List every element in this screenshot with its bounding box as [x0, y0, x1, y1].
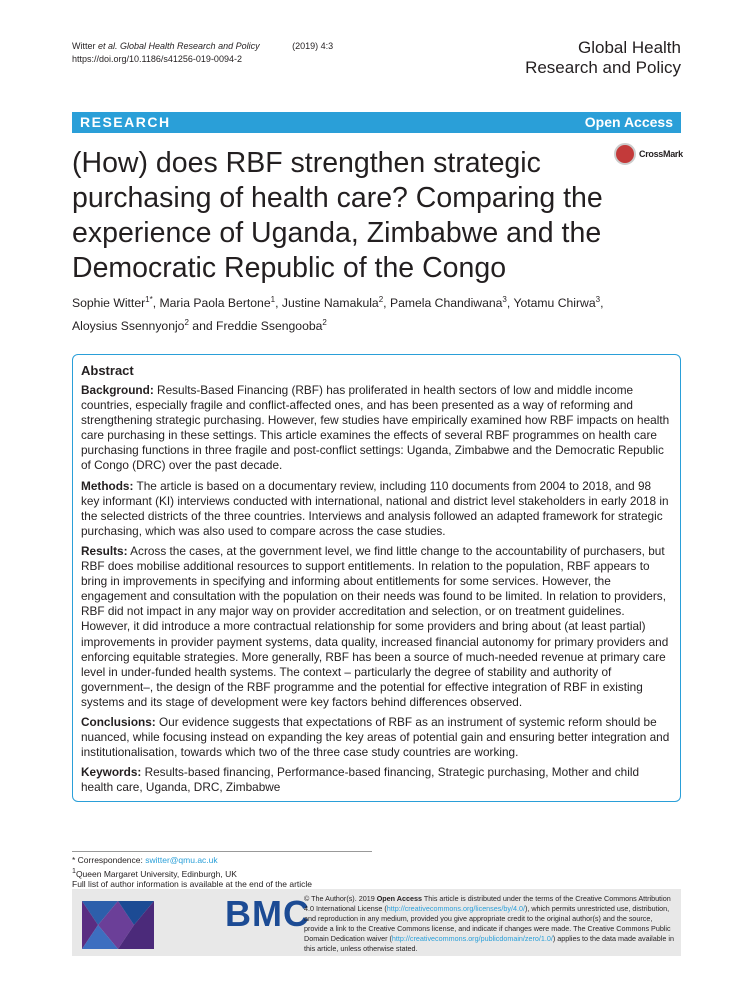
- citation: [72, 40, 333, 66]
- license-text: [304, 894, 676, 954]
- journal-name-line1: Global Health: [577, 38, 681, 57]
- license-part1: This article is distributed under the terms of the Creative Commons Attribution 4.0 International License (: [304, 894, 671, 913]
- abstract-keywords: [81, 765, 672, 795]
- crossmark-label: CrossMark: [639, 149, 683, 159]
- license-link-by[interactable]: http://creativecommons.org/licenses/by/4.0/: [386, 904, 525, 913]
- crossmark-badge[interactable]: [614, 141, 684, 167]
- author-name: Pamela Chandiwana: [389, 296, 503, 311]
- license-link-zero[interactable]: http://creativecommons.org/publicdomain/zero/1.0/: [391, 934, 553, 943]
- author-affiliation: 1*: [145, 295, 153, 304]
- author-name: Sophie Witter: [72, 296, 146, 311]
- license-footer: [72, 889, 681, 956]
- author-name: Freddie Ssengooba: [216, 319, 323, 334]
- background-text: Results-Based Financing (RBF) has proliferated in health sectors of low and middle income countries, especially fragile and conflict-affected ones, and has been presented as a way of reforming and strengthening strategic purchasing. However, few studies have empirically examined how RBF impacts on health care purchasing in these settings. This article examines the effects of several RBF programmes on health care purchasing functions in three fragile and post-conflict settings: Uganda, Zimbabwe and the Democratic Republic of Congo (DRC) over the past decade.: [81, 383, 670, 473]
- author-name: Yotamu Chirwa: [513, 296, 596, 311]
- crossmark-icon: [614, 143, 636, 165]
- author-separator: ,: [383, 296, 390, 311]
- author-info-note: Full list of author information is available at the end of the article: [72, 878, 313, 889]
- author-affiliation: 3: [502, 295, 507, 304]
- author-name: Maria Paola Bertone: [159, 296, 271, 311]
- abstract-results: [81, 544, 672, 710]
- background-label: Background:: [81, 383, 154, 397]
- article-type-banner: [72, 112, 681, 133]
- bmc-logo-text: BMC: [225, 893, 310, 934]
- results-label: Results:: [81, 543, 128, 558]
- author-affiliation: 2: [184, 318, 189, 328]
- author-separator: ,: [506, 296, 514, 311]
- citation-authors: Witter: [72, 41, 98, 51]
- citation-journal: et al. Global Health Research and Policy: [98, 41, 260, 51]
- conclusions-text: Our evidence suggests that expectations of RBF as an instrument of systemic reform should be nuanced, while focusing instead on expanding the key areas of potential gain and ensuring better integration and institutionalisation, towards which two of the three case study countries are working.: [81, 714, 670, 760]
- article-title: (How) does RBF strengthen strategic purchasing of health care? Comparing the experience of Uganda, Zimbabwe and the Democratic Republic of the Congo: [72, 147, 603, 284]
- article-type-label: RESEARCH: [80, 114, 171, 130]
- author-separator: ,: [275, 296, 282, 311]
- affiliation-text: Queen Margaret University, Edinburgh, UK: [75, 868, 237, 879]
- license-copyright: © The Author(s). 2019: [304, 894, 377, 903]
- author-affiliation: 1: [270, 295, 276, 304]
- abstract-background: [81, 383, 672, 474]
- author-name: Justine Namakula: [281, 296, 379, 311]
- abstract-conclusions: [81, 715, 672, 760]
- license-part3: ) applies to the data made available in this article, unless otherwise stated.: [304, 934, 674, 953]
- author-list: [72, 290, 682, 336]
- doi-link[interactable]: https://doi.org/10.1186/s41256-019-0094-2: [72, 54, 242, 64]
- keywords-text: Results-based financing, Performance-based financing, Strategic purchasing, Mother and child health care, Uganda, DRC, Zimbabwe: [81, 765, 640, 795]
- affiliation-number: 1: [72, 866, 76, 875]
- citation-year: (2019) 4:3: [292, 41, 334, 51]
- correspondence-email[interactable]: switter@qmu.ac.uk: [145, 855, 218, 865]
- abstract-box: [72, 354, 681, 802]
- bmc-logo-icon: [82, 895, 222, 949]
- correspondence-label: * Correspondence:: [72, 855, 146, 865]
- author-affiliation: 2: [378, 295, 384, 304]
- abstract-methods: [81, 479, 672, 539]
- keywords-label: Keywords:: [81, 765, 142, 780]
- conclusions-label: Conclusions:: [81, 714, 156, 729]
- author-separator: ,: [600, 296, 604, 311]
- author-name: Aloysius Ssennyonjo: [72, 319, 185, 334]
- results-text: Across the cases, at the government level, we find little change to the accountability of purchasers, but RBF does mobilise additional resources to support entitlements. In relation to the population, RBF appears to bring in improvements in specifying and informing about entitlements for some services. However, the engagement and consultation with the population on their needs was found to be limited. In relation to providers, RBF did not impact in any major way on provider accreditation and selection, or on treatment guidelines. However, it did introduce a more contractual relationship for some providers and bring about (at least partial) improvements in provider payment systems, data quality, increased financial autonomy for primary providers and enforcing equitable strategies. More generally, RBF has been a source of much-needed revenue at primary care level in under-funded health systems. The context – particularly the degree of stability and authority of government–, the design of the RBF programme and the potential for effective integration of RBF in existing systems and its stage of development were key factors behind differences observed.: [81, 543, 669, 709]
- open-access-label: Open Access: [584, 114, 673, 130]
- abstract-heading: Abstract: [81, 363, 134, 378]
- methods-text: The article is based on a documentary review, including 110 documents from 2004 to 2018, and 98 key informant (KI) interviews conducted with international, national and district level stakeholders in early 2018 in the selected districts of the three countries. Interviews and analysis followed an adapted framework for strategic purchasing, which was also used to compare across the case studies.: [81, 478, 669, 538]
- license-part2: ), which permits unrestricted use, distribution, and reproduction in any medium, provided you give appropriate credit to the original author(s) and the source, provide a link to the Creative Commons license, and indicate if changes were made. The Creative Commons Public Domain Dedication waiver (: [304, 904, 671, 943]
- author-separator: and: [188, 319, 217, 334]
- journal-name: [525, 38, 681, 78]
- author-affiliation: 2: [322, 318, 327, 328]
- footnotes: [72, 851, 372, 889]
- license-open-access: Open Access: [376, 894, 422, 903]
- author-affiliation: 3: [595, 295, 601, 304]
- journal-name-line2: Research and Policy: [525, 58, 681, 77]
- author-separator: ,: [152, 296, 160, 311]
- methods-label: Methods:: [81, 478, 134, 493]
